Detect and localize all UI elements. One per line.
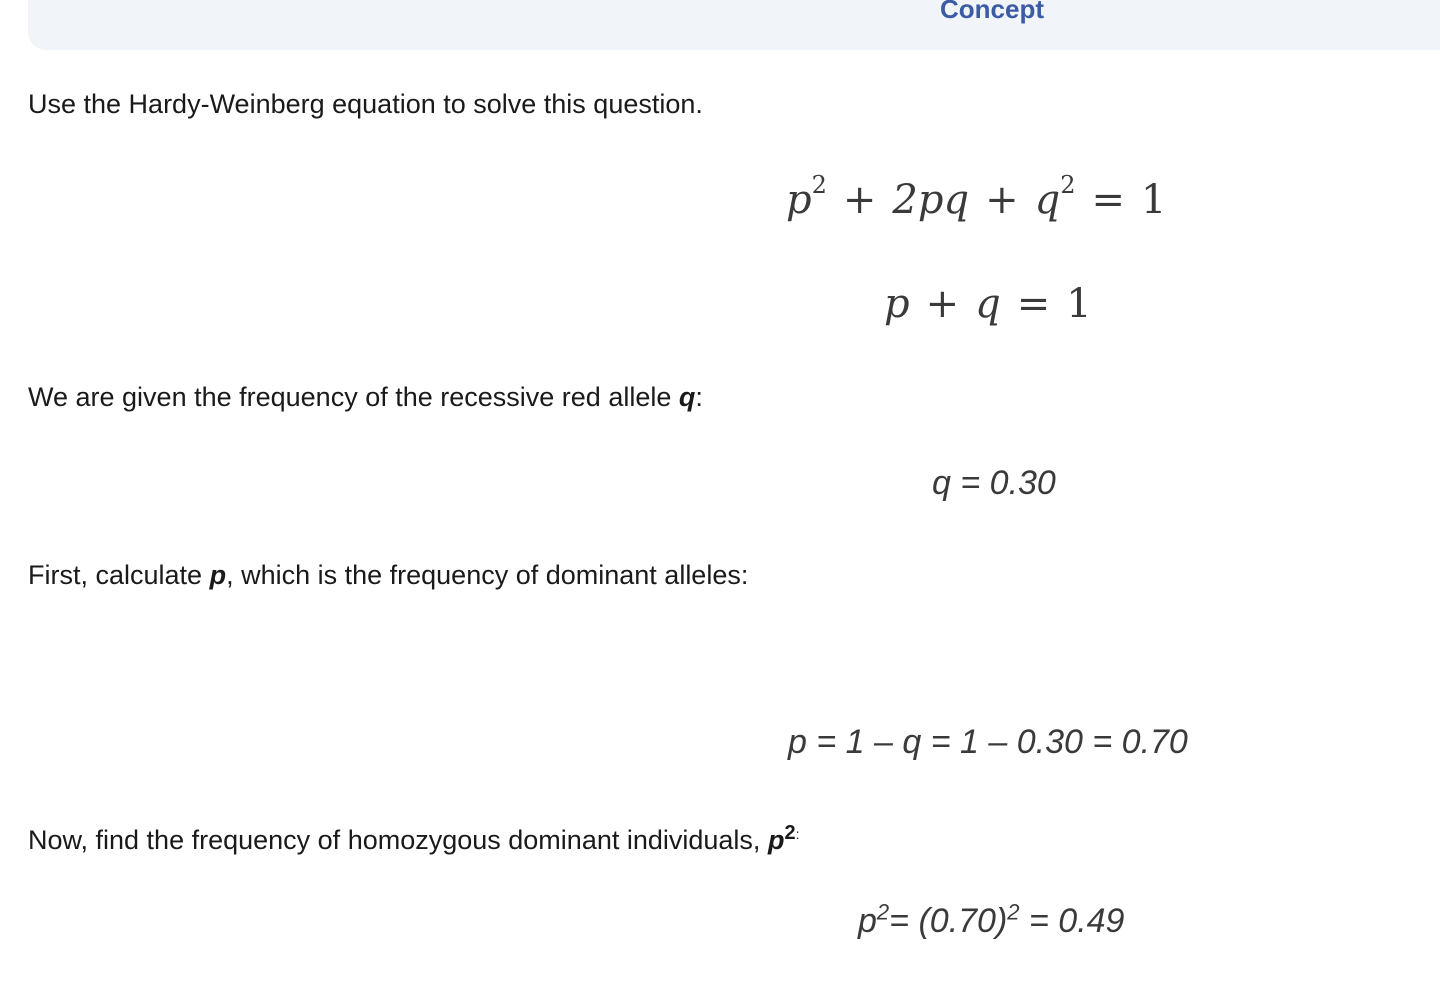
eq2-equals: = <box>1016 281 1051 327</box>
first-text-1: First, calculate <box>28 560 210 590</box>
p2-mid: = (0.70) <box>889 902 1008 940</box>
eq2-rhs: 1 <box>1066 281 1092 327</box>
p2-p: p <box>858 902 877 940</box>
eq1-q-exp: 2 <box>1060 170 1076 199</box>
first-text-2: , which is the frequency of dominant alleles: <box>226 560 749 590</box>
p2-exp2: 2 <box>1007 899 1020 925</box>
eq2-plus: + <box>925 281 960 327</box>
now-exp: 2 <box>784 822 796 844</box>
eq1-plus1: + <box>842 177 877 223</box>
first-step-text <box>28 559 748 591</box>
concept-bar <box>28 0 1440 50</box>
now-text: Now, find the frequency of homozygous dominant individuals, <box>28 825 768 855</box>
now-step-text <box>28 818 799 856</box>
hardy-weinberg-equation <box>786 170 1167 224</box>
given-colon: : <box>695 382 703 412</box>
allele-sum-equation <box>884 280 1092 328</box>
q-value-equation: q = 0.30 <box>932 464 1056 502</box>
now-var: p <box>767 825 785 855</box>
eq2-p: p <box>884 281 910 327</box>
eq1-2pq: 2pq <box>892 177 970 223</box>
first-var: p <box>209 560 227 590</box>
given-var: q <box>678 382 696 412</box>
given-text-main: We are given the frequency of the recessive red allele <box>28 382 679 412</box>
p-squared-equation <box>858 901 1124 941</box>
eq1-equals: = <box>1091 177 1125 223</box>
intro-text: Use the Hardy-Weinberg equation to solve this question. <box>28 89 703 119</box>
eq1-p-exp: 2 <box>811 170 827 199</box>
eq1-q: q <box>1034 177 1061 223</box>
now-colon: : <box>795 826 800 842</box>
p2-end: = 0.49 <box>1019 902 1125 940</box>
given-text <box>28 381 703 413</box>
p-calculation-equation: p = 1 – q = 1 – 0.30 = 0.70 <box>788 723 1188 761</box>
p2-exp: 2 <box>876 899 890 925</box>
eq1-rhs: 1 <box>1141 177 1167 223</box>
eq1-plus2: + <box>985 177 1019 223</box>
eq1-p: p <box>786 177 812 223</box>
eq2-q: q <box>975 281 1001 327</box>
concept-tab[interactable]: Concept <box>940 0 1044 24</box>
